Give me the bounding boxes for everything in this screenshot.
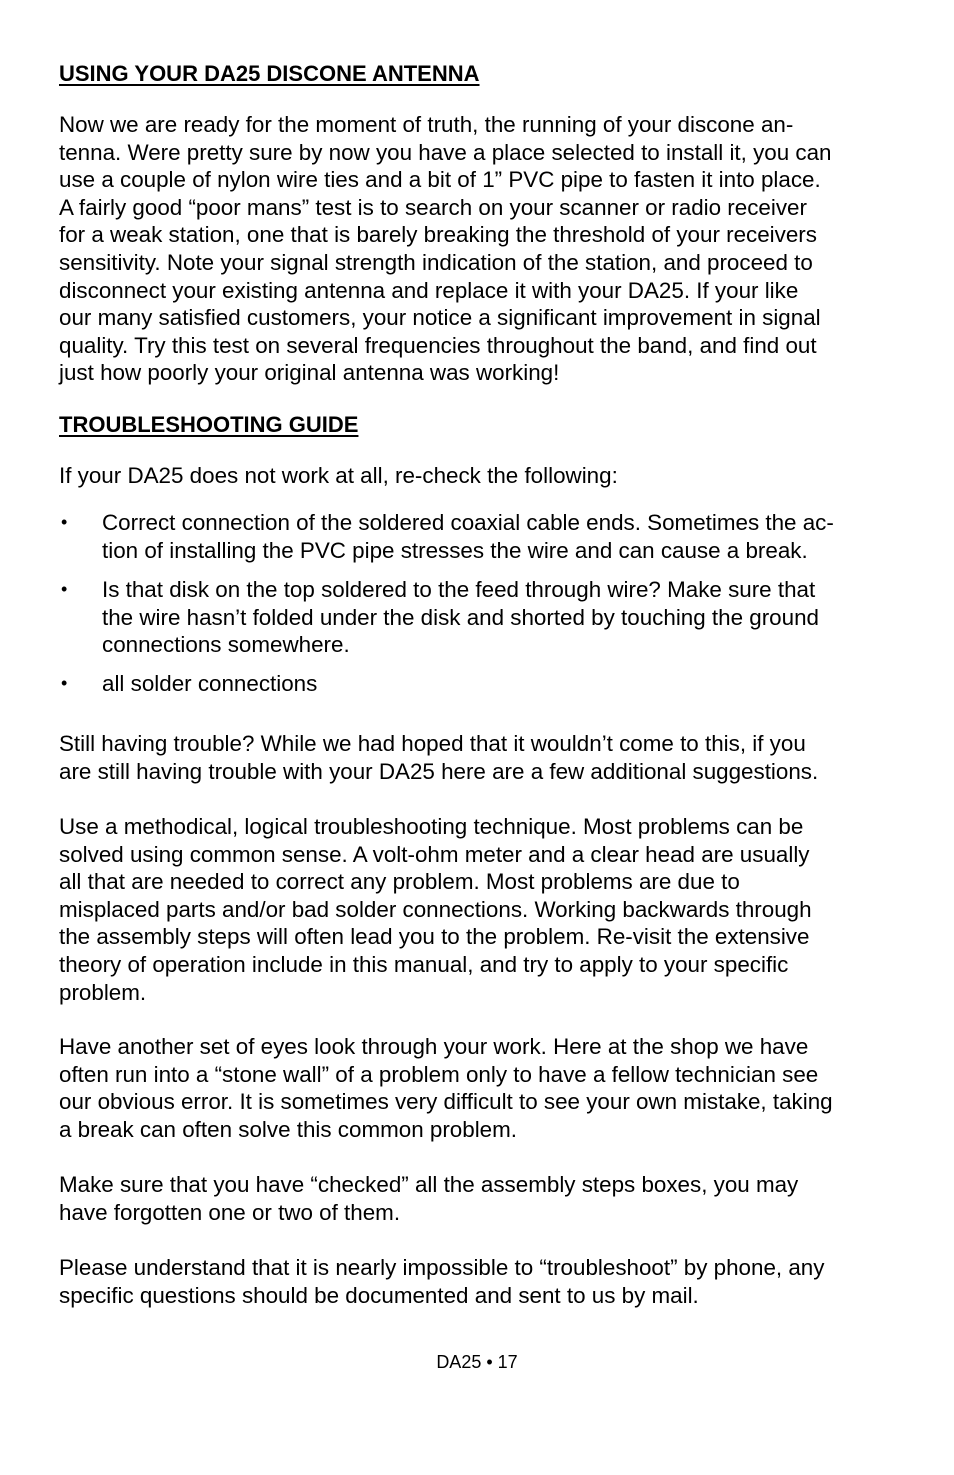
bullet-icon: • bbox=[61, 579, 68, 599]
paragraph-troubleshooting-intro bbox=[59, 462, 618, 490]
text-line: If your DA25 does not work at all, re-check the following: bbox=[59, 463, 618, 488]
section-heading-using-antenna: USING YOUR DA25 DISCONE ANTENNA bbox=[59, 61, 480, 86]
text-line: specific questions should be documented and sent to us by mail. bbox=[59, 1282, 699, 1308]
text-line: our many satisfied customers, your notice a significant improvement in signal bbox=[59, 305, 821, 331]
text-line: all solder connections bbox=[102, 671, 318, 696]
text-line: Use a methodical, logical troubleshooting technique. Most problems can be bbox=[59, 814, 804, 839]
text-line: sensitivity. Note your signal strength indication of the station, and proceed to bbox=[59, 249, 813, 275]
bullet-text bbox=[102, 670, 317, 698]
text-line: Is that disk on the top soldered to the feed through wire? Make sure that bbox=[102, 577, 816, 602]
paragraph-phone-support bbox=[59, 1254, 824, 1309]
text-line: often run into a “stone wall” of a problem only to have a fellow technician see bbox=[59, 1061, 819, 1087]
text-line: problem. bbox=[59, 979, 147, 1005]
text-line: just how poorly your original antenna was working! bbox=[59, 360, 560, 386]
paragraph-another-set-of-eyes bbox=[59, 1033, 833, 1143]
text-line: misplaced parts and/or bad solder connections. Working backwards through bbox=[59, 896, 812, 922]
text-line: Still having trouble? While we had hoped that it wouldn’t come to this, if you bbox=[59, 731, 806, 756]
text-line: disconnect your existing antenna and replace it with your DA25. If your like bbox=[59, 277, 799, 303]
text-line: quality. Try this test on several frequencies throughout the band, and find out bbox=[59, 332, 817, 358]
bullet-text bbox=[102, 509, 834, 564]
section-heading-troubleshooting: TROUBLESHOOTING GUIDE bbox=[59, 412, 359, 437]
text-line: Correct connection of the soldered coaxial cable ends. Sometimes the ac- bbox=[102, 510, 834, 535]
text-line: A fairly good “poor mans” test is to search on your scanner or radio receiver bbox=[59, 194, 807, 220]
text-line: the wire hasn’t folded under the disk and shorted by touching the ground bbox=[102, 604, 819, 630]
text-line: a break can often solve this common problem. bbox=[59, 1116, 517, 1142]
text-line: are still having trouble with your DA25 here are a few additional suggestions. bbox=[59, 758, 819, 784]
text-line: theory of operation include in this manual, and try to apply to your specific bbox=[59, 951, 789, 977]
paragraph-using-antenna bbox=[59, 111, 832, 387]
text-line: Please understand that it is nearly impossible to “troubleshoot” by phone, any bbox=[59, 1255, 825, 1280]
text-line: all that are needed to correct any problem. Most problems are due to bbox=[59, 869, 740, 895]
text-line: tenna. Were pretty sure by now you have a place selected to install it, you can bbox=[59, 139, 832, 165]
manual-page bbox=[59, 0, 899, 1475]
text-line: connections somewhere. bbox=[102, 632, 350, 658]
text-line: tion of installing the PVC pipe stresses the wire and can cause a break. bbox=[102, 537, 808, 563]
paragraph-checked-boxes bbox=[59, 1171, 798, 1226]
text-line: Have another set of eyes look through your work. Here at the shop we have bbox=[59, 1034, 809, 1059]
text-line: our obvious error. It is sometimes very difficult to see your own mistake, taking bbox=[59, 1089, 833, 1115]
text-line: the assembly steps will often lead you to the problem. Re-visit the extensive bbox=[59, 924, 810, 950]
text-line: have forgotten one or two of them. bbox=[59, 1199, 401, 1225]
bullet-icon: • bbox=[61, 512, 68, 532]
bullet-text bbox=[102, 576, 819, 659]
paragraph-methodical-technique bbox=[59, 813, 812, 1006]
text-line: Make sure that you have “checked” all the assembly steps boxes, you may bbox=[59, 1172, 799, 1197]
bullet-icon: • bbox=[61, 673, 68, 693]
text-line: for a weak station, one that is barely breaking the threshold of your receivers bbox=[59, 222, 817, 248]
text-line: solved using common sense. A volt-ohm meter and a clear head are usually bbox=[59, 841, 810, 867]
paragraph-still-having-trouble bbox=[59, 730, 818, 785]
text-line: Now we are ready for the moment of truth, the running of your discone an- bbox=[59, 112, 794, 137]
page-number-footer: DA25 • 17 bbox=[436, 1352, 518, 1372]
text-line: use a couple of nylon wire ties and a bit of 1” PVC pipe to fasten it into place. bbox=[59, 167, 821, 193]
